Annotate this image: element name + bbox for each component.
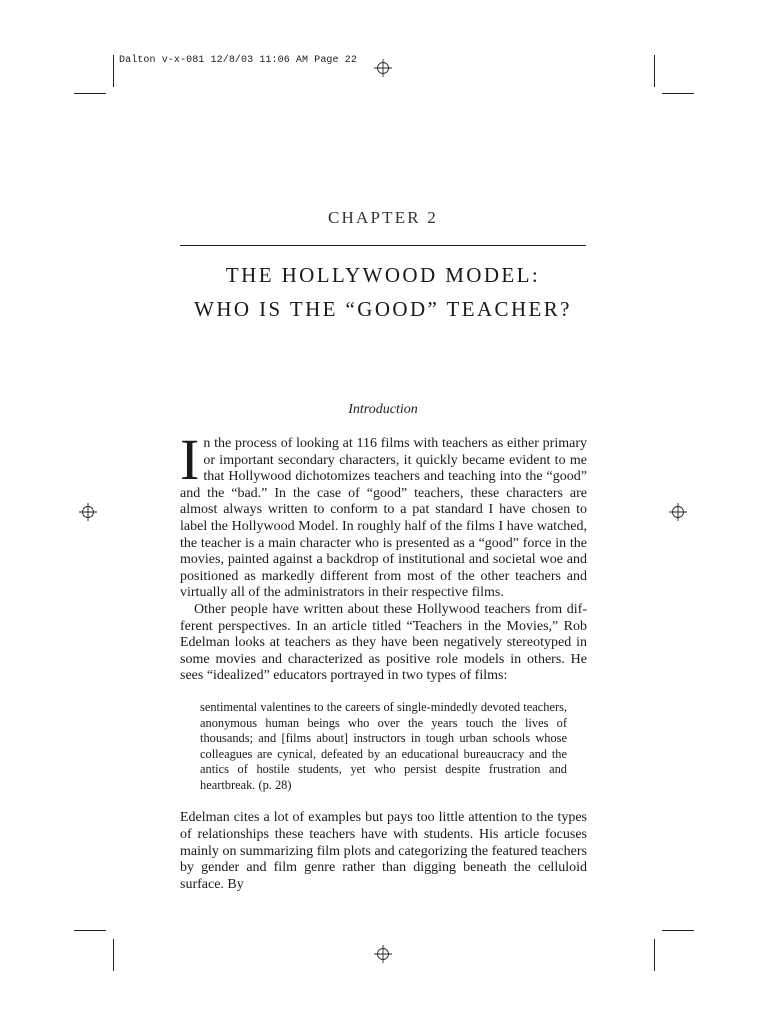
crop-mark-bottom-right-vertical	[654, 939, 655, 971]
block-quote: sentimental valentines to the careers of single-mindedly devoted teachers, anonymous human beings who over the years touch the lives of thousands; and [films about] instructors in tough urban schools whose colleagues are cynical, defeated by an educational bureaucracy and the antics of hostile students, yet who persist despite frustration and heartbreak. (p. 28)	[200, 699, 567, 792]
drop-cap: I	[180, 427, 200, 492]
print-slug: Dalton v-x-081 12/8/03 11:06 AM Page 22	[119, 55, 357, 66]
chapter-divider	[180, 245, 586, 246]
registration-mark-icon	[374, 59, 392, 77]
crop-mark-top-left-horizontal	[74, 93, 106, 94]
registration-mark-icon	[669, 503, 687, 521]
paragraph-1-text: n the process of looking at 116 films with teachers as either primary or important secondary characters, it quickly became evident to me that Hollywood dichotomizes teachers and teaching into the “good” and the “bad.” In the case of “good” teachers, these characters are almost always written to conform to a pat standard I have chosen to label the Hollywood Model. In roughly half of the films I have watched, the teacher is a main character who is presented as a “good” force in the movies, painted against a backdrop of institutional and societal woe and positioned as markedly different from most of the other teachers and virtually all of the administrators in their respective films.	[180, 436, 587, 601]
crop-mark-top-right-vertical	[654, 55, 655, 87]
paragraph-1	[180, 427, 587, 602]
crop-mark-top-right-horizontal	[662, 93, 694, 94]
section-heading: Introduction	[348, 402, 418, 417]
paragraph-2: Other people have written about these Hollywood teachers from different perspectives. In an article titled “Teachers in the Movies,” Rob Edelman looks at teachers as they have been negatively stereotyped in some movies and characterized as positive role models in others. He sees “idealized” educators portrayed in two types of films:	[180, 601, 587, 684]
crop-mark-top-left-vertical	[113, 55, 114, 87]
crop-mark-bottom-right-horizontal	[662, 930, 694, 931]
paragraph-3: Edelman cites a lot of examples but pays too little attention to the types of relationships these teachers have with students. His article focuses mainly on summarizing film plots and categorizing the featured teachers by gender and film genre rather than digging beneath the celluloid surface. By	[180, 810, 587, 892]
crop-mark-bottom-left-horizontal	[74, 930, 106, 931]
chapter-title-line-2: WHO IS THE “GOOD” TEACHER?	[194, 297, 572, 321]
body-text	[180, 427, 587, 893]
crop-mark-bottom-left-vertical	[113, 939, 114, 971]
chapter-title-line-1: THE HOLLYWOOD MODEL:	[225, 263, 541, 287]
registration-mark-icon	[374, 945, 392, 963]
registration-mark-icon	[79, 503, 97, 521]
chapter-label: CHAPTER 2	[327, 208, 438, 227]
